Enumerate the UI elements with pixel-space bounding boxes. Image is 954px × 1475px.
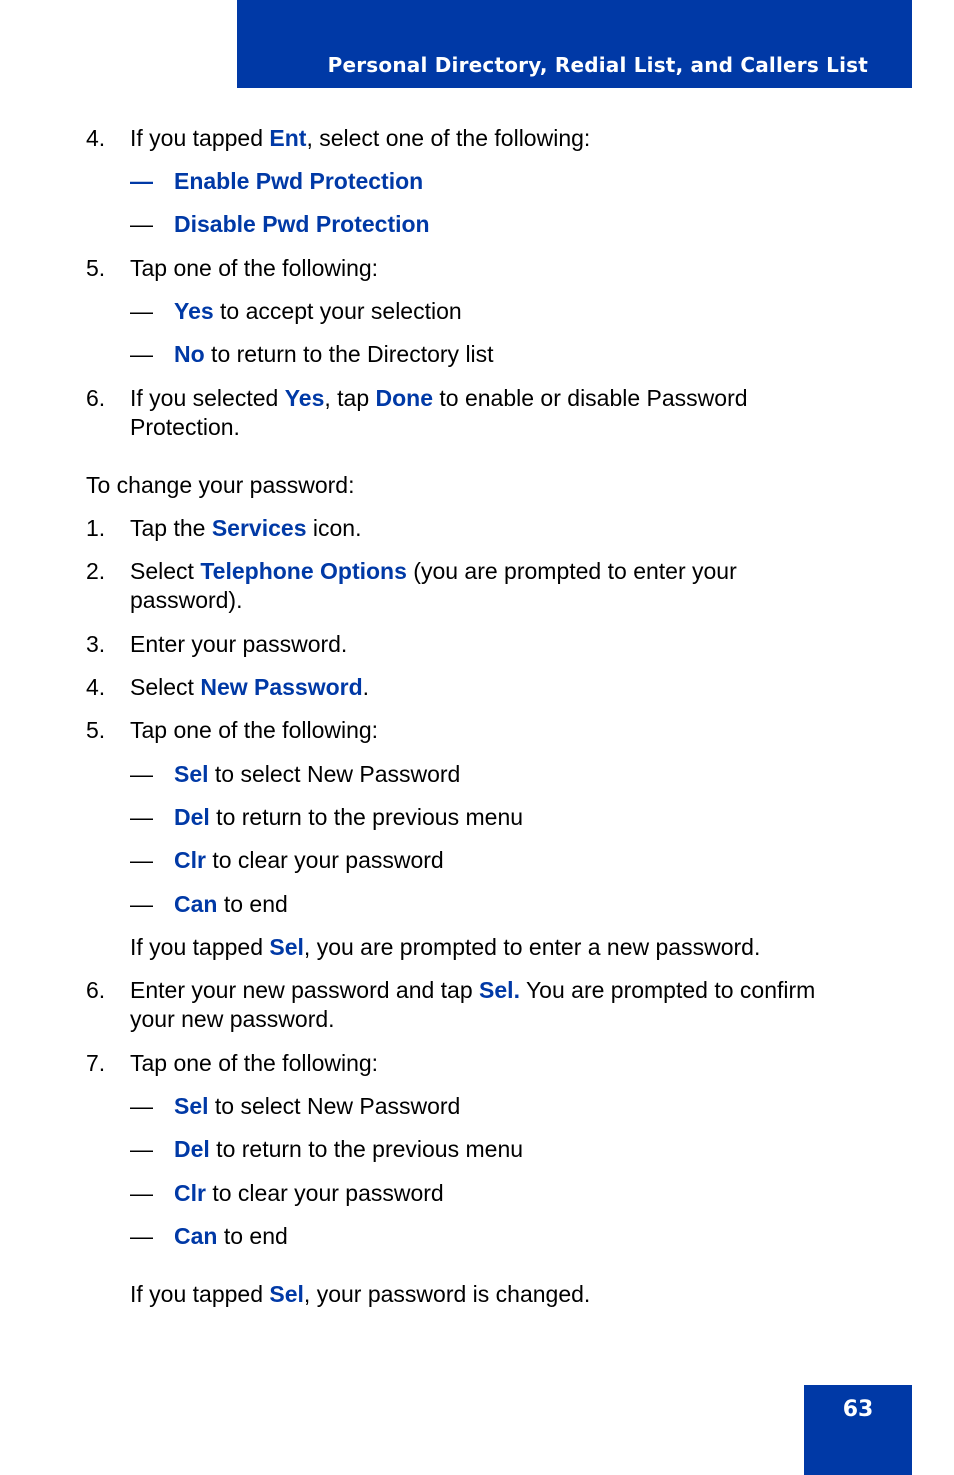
step-text: password). [130,587,243,613]
step-text: Tap the Services icon. [130,515,362,541]
note-text: If you tapped Sel, your password is changed. [130,1281,591,1307]
dash-marker: — [130,1180,153,1206]
step-text: Enter your new password and tap Sel. You are prompted to confirm [130,977,816,1003]
dash-marker: — [130,168,153,194]
option-text: Del to return to the previous menu [174,804,524,830]
option-text: No to return to the Directory list [174,341,494,367]
dash-marker: — [130,298,153,324]
dash-marker: — [130,847,153,873]
header-bar [237,0,912,88]
step-number: 1. [86,515,106,541]
dash-marker: — [130,211,153,237]
option-text: Clr to clear your password [174,847,444,873]
step-text: Select New Password. [130,674,370,700]
step-text: Tap one of the following: [130,717,379,743]
step-number: 6. [86,977,106,1003]
step-number: 7. [86,1050,106,1076]
option-text: Can to end [174,891,288,917]
step-text: If you selected Yes, tap Done to enable or disable Password [130,385,748,411]
step-text: Tap one of the following: [130,1050,379,1076]
page-number: 63 [842,1397,874,1422]
intro-text: To change your password: [86,472,355,498]
dash-marker: — [130,1093,153,1119]
step-text: If you tapped Ent, select one of the following: [130,125,591,151]
dash-marker: — [130,761,153,787]
step-text: Protection. [130,414,240,440]
step-number: 4. [86,125,106,151]
dash-marker: — [130,1136,153,1162]
keyword-ent: Ent [269,125,307,151]
step-text: Enter your password. [130,631,348,657]
option-text: Can to end [174,1223,288,1249]
step-number: 5. [86,717,106,743]
page-header-title: Personal Directory, Redial List, and Callers List [327,53,868,77]
dash-marker: — [130,804,153,830]
option-text: Sel to select New Password [174,761,461,787]
option-text: Sel to select New Password [174,1093,461,1119]
option-text: Del to return to the previous menu [174,1136,524,1162]
step-number: 3. [86,631,106,657]
dash-marker: — [130,341,153,367]
option-label: Enable Pwd Protection [174,168,424,194]
step-text: your new password. [130,1006,335,1032]
option-text: Clr to clear your password [174,1180,444,1206]
dash-marker: — [130,1223,153,1249]
step-number: 2. [86,558,106,584]
dash-marker: — [130,891,153,917]
step-number: 4. [86,674,106,700]
note-text: If you tapped Sel, you are prompted to enter a new password. [130,934,761,960]
step-number: 6. [86,385,106,411]
page-number-box [804,1385,912,1475]
option-text: Yes to accept your selection [174,298,462,324]
step-number: 5. [86,255,106,281]
option-label: Disable Pwd Protection [174,211,430,237]
step-text: Tap one of the following: [130,255,379,281]
step-text: Select Telephone Options (you are prompted to enter your [130,558,737,584]
